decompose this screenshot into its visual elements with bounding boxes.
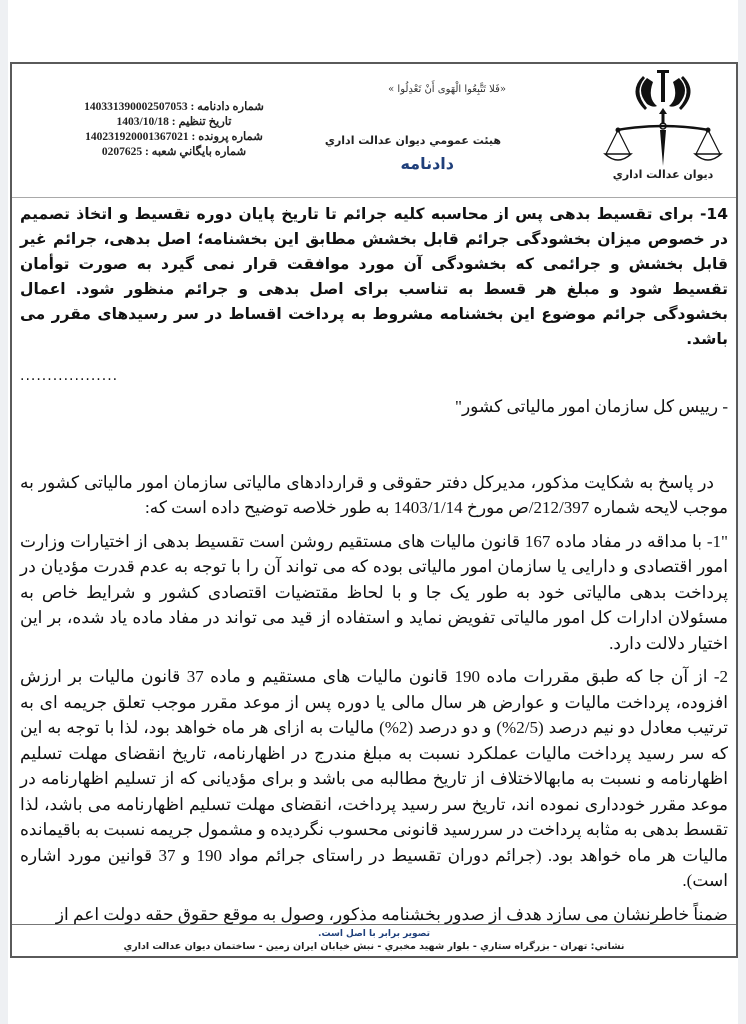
- archive-number: شماره بايگاني شعبه : 0207625: [101, 146, 247, 158]
- clause-14: 14- برای تقسیط بدهی پس از محاسبه کلیه جرائم تا تاریخ پایان دوره تقسیط و اتخاذ تصمیم در خصوص میزان بخشودگی جرائم قابل بخشش مطابق این بخشنامه؛ اصل بدهی، جرائم غیر قابل بخشش و جرائمی که بخشودگی آن مورد موافقت قرار نمی گیرد به صورت توأمان تقسیط شود و مبلغ هر قسط به تناسب برای اصل بدهی و جرائم منظور شود. اعمال بخشودگی جرائم موضوع این بخشنامه مشروط به پرداخت اقساط در سر رسیدهای مقرر می باشد.: [20, 205, 728, 348]
- emblem-caption: ديوان عدالت اداري: [612, 168, 714, 181]
- response-intro: در پاسخ به شکایت مذکور، مدیرکل دفتر حقوقی و قراردادهای مالیاتی سازمان امور مالیاتی کشور به موجب لایحه شماره 212/397/ص مورخ 1403/1/14 به طور خلاصه توضیح داده است که:: [20, 472, 728, 517]
- document-header: [12, 64, 736, 198]
- document-type-title: دادنامه: [400, 154, 454, 173]
- response-point-1: "1- با مداقه در مفاد ماده 167 قانون مالیات های مستقیم روشن است تقسیط بدهی از اختیارات وزارت امور اقتصادی و دارایی یا سازمان امور مالیاتی بوده که می تواند آن را با توجه به عدم قدرت مؤدیان در پرداخت بدهی مالیاتی خود به طور یک جا و با لحاظ مقتضیات اقتصادی کشور و شرایط خاص به مسئولان ادارات کل امور مالیاتی تفویض نماید و استفاده از قید می تواند در مفاد ماده یاد شده، بر این اختیار دلالت دارد.: [20, 531, 728, 653]
- left-margin-strip: [0, 0, 8, 1024]
- document-body: [12, 198, 736, 925]
- court-emblem: [598, 68, 728, 192]
- case-number: شماره پرونده : 140231920001367021: [85, 131, 263, 143]
- court-address: نشاني: تهران - بزرگراه ستاري - بلوار شهيد مخبري - نبش خيابان ايران زمين - ساختمان ديوان عدالت اداري: [123, 941, 625, 952]
- court-ruling-document: [10, 62, 738, 958]
- right-margin-strip: [738, 0, 746, 1024]
- ruling-number: شماره دادنامه : 140331390002507053: [84, 101, 264, 113]
- scales-of-justice-icon: [603, 68, 723, 168]
- board-title: هیئت عمومي ديوان عدالت اداري: [324, 134, 501, 147]
- issue-date: تاريخ تنظيم : 1403/10/18: [116, 116, 232, 128]
- certified-copy-note: تصوير برابر با اصل است.: [318, 929, 430, 939]
- response-point-2: 2- از آن جا که طبق مقررات ماده 190 قانون مالیات های مستقیم و ماده 37 قانون مالیات بر ارزش افزوده، پرداخت مالیات و عوارض هر سال مالی یا دوره پس از موعد مقرر موجب تعلق جریمه ای به ترتیب معادل دو نیم درصد (2/5%) و دو درصد (2%) مالیات به ازای هر ماه خواهد بود، لذا با توجه به این که سر رسید پرداخت مالیات عملکرد نسبت به مبلغ مندرج در اظهارنامه، تاریخ انقضای مهلت تسلیم اظهارنامه و نسبت به مابهالاختلاف از تاریخ مطالبه می باشد و برای مؤدیانی که از تسلیم اظهارنامه در موعد مقرر خودداری نموده اند، تاریخ سر رسید پرداخت، انقضای مهلت تسلیم اظهارنامه می باشد، لذا تقسط بدهی به مثابه پرداخت در سررسید قانونی محسوب نگردیده و مشمول جریمه نسبت به باقیمانده مالیات هر ماه خواهد بود. (جرائم دوران تقسیط در راستای جرائم مواد 190 و 37 قوانین مورد اشاره است).: [20, 667, 728, 890]
- quran-verse: «فَلا تَتَّبِعُوا الْهَوی أَنْ تَعْدِلُوا »: [388, 84, 506, 95]
- ellipsis-dots: ..................: [20, 368, 119, 384]
- signature-line: - رییس کل سازمان امور مالیاتی کشور": [455, 397, 728, 416]
- document-metadata: [74, 100, 274, 160]
- closing-paragraph: ضمناً خاطرنشان می سازد هدف از صدور بخشنامه مذکور، وصول به موقع حقوق حقه دولت اعم از: [55, 904, 728, 924]
- document-footer: [12, 925, 736, 958]
